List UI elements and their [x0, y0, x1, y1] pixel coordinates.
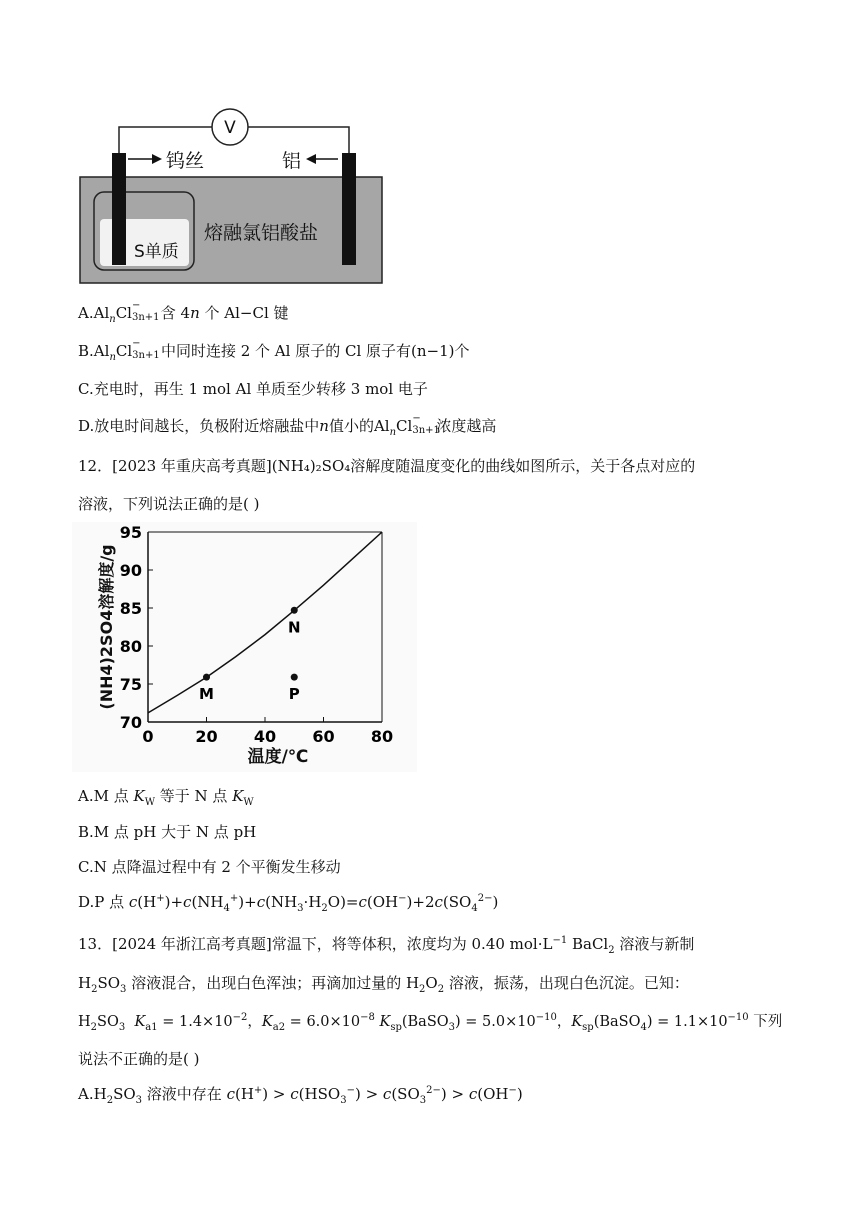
q12-stem-line2: 溶液，下列说法正确的是( )	[78, 495, 260, 513]
q11-option-d: D.放电时间越长，负极附近熔融盐中n值小的$Al_nCl$ − 3n+1 浓度越高	[78, 413, 497, 438]
q12-option-a: A.M 点 $K_W$ 等于 N 点 $K_W$	[78, 787, 254, 808]
q13-stem-line2: $H_2SO_3$ 溶液混合，出现白色浑浊；再滴加过量的 $H_2O_2$ 溶液，振荡，出现白色沉淀。已知：	[78, 974, 689, 995]
q13-stem-line3: $H_2SO_3$ $K_{a1} = 1.4\times 10^{-2}$，$K_{a2} = 6.0\times 10^{-8}$ $K_{sp}(BaSO_3) = 5.0\times 10^{-10}$，$K_{sp}(BaSO_4) = 1.1\times 10^{-10}$ 下列	[78, 1012, 783, 1033]
x-tick-label: 80	[370, 727, 394, 746]
point-label-N: N	[287, 618, 301, 637]
cell-diagram	[78, 105, 388, 285]
y-tick-label: 75	[119, 675, 142, 694]
solubility-chart	[72, 522, 417, 772]
x-tick-label: 0	[142, 727, 154, 746]
y-tick-label: 85	[119, 599, 142, 618]
aluminum-label: 铝	[282, 150, 302, 172]
y-tick-label: 70	[119, 713, 142, 732]
q12-option-d: D.P 点 $c(H^+)+c(NH_4^+)+c(NH_3\cdot H_2O)=c(OH^-)+2c(SO_4^{2-})$	[78, 893, 499, 914]
point-label-M: M	[199, 685, 214, 704]
melt-label: 熔融氯铝酸盐	[204, 222, 319, 244]
sulfur-label: S单质	[134, 242, 179, 262]
q13-stem-line4: 说法不正确的是( )	[78, 1050, 200, 1068]
point-label-P: P	[288, 685, 300, 704]
y-tick-label: 95	[119, 523, 142, 542]
x-axis-label: 温度/℃	[247, 747, 309, 767]
q13-stem-line1: 13．[2024 年浙江高考真题]常温下，将等体积，浓度均为 0.40 $mol\cdot L^{-1}$ BaCl$_2$ 溶液与新制	[78, 935, 695, 956]
tungsten-label: 钨丝	[166, 150, 205, 172]
q12-stem-line1: 12．[2023 年重庆高考真题](NH₄)₂SO₄溶解度随温度变化的曲线如图所示，关于各点对应的	[78, 457, 696, 475]
point-P	[291, 674, 298, 681]
x-tick-label: 40	[253, 727, 277, 746]
x-tick-label: 20	[195, 727, 218, 746]
q13-option-a: $A.H_2SO_3$ 溶液中存在 $c(H^+) > c(HSO_3^-) > c(SO_3^{2-}) > c(OH^-)$	[78, 1085, 523, 1106]
tungsten-electrode	[112, 153, 126, 265]
y-axis-label: (NH4)2SO4溶解度/g	[97, 544, 116, 710]
arrow-left-icon	[306, 154, 316, 164]
q11-option-a: $A.Al_nCl$ − 3n+1 含 4n 个 Al−Cl 键	[78, 300, 289, 325]
y-tick-label: 90	[119, 561, 142, 580]
aluminum-electrode	[342, 153, 356, 265]
y-tick-label: 80	[119, 637, 142, 656]
arrow-right-icon	[152, 154, 162, 164]
q11-option-b: $B.Al_nCl$ − 3n+1 中同时连接 2 个 Al 原子的 Cl 原子有(n−1)个	[78, 338, 470, 363]
q12-option-c: C.N 点降温过程中有 2 个平衡发生移动	[78, 858, 341, 876]
x-tick-label: 60	[312, 727, 335, 746]
point-M	[203, 674, 210, 681]
q11-option-c: C.充电时，再生 1 mol Al 单质至少转移 3 mol 电子	[78, 380, 428, 398]
voltmeter-label: V	[224, 118, 236, 138]
point-N	[291, 607, 298, 614]
q12-option-b: B.M 点 pH 大于 N 点 pH	[78, 823, 257, 841]
